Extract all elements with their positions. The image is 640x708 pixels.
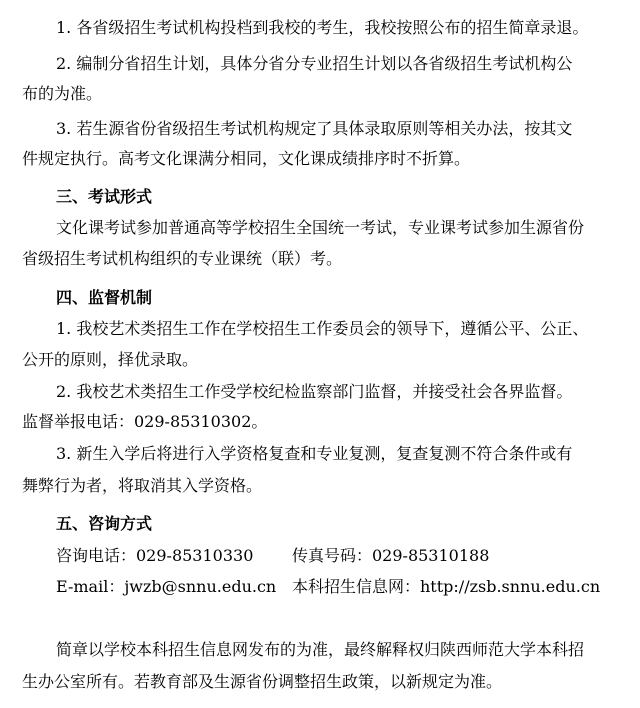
contact-fax: 传真号码：029-85310188 [292, 546, 490, 565]
supervision-item-2-line-1: 2. 我校艺术类招生工作受学校纪检监察部门监督，并接受社会各界监督。 [56, 382, 573, 401]
rule-item-3-line-2: 件规定执行。高考文化课满分相同，文化课成绩排序时不折算。 [22, 149, 471, 168]
contact-website: 本科招生信息网：http://zsb.snnu.edu.cn [292, 577, 601, 596]
section-heading-supervision: 四、监督机制 [56, 288, 153, 307]
exam-format-para-line-2: 省级招生考试机构组织的专业课统（联）考。 [22, 249, 343, 268]
exam-format-para-line-1: 文化课考试参加普通高等学校招生全国统一考试，专业课考试参加生源省份 [56, 218, 585, 237]
rule-item-2-line-1: 2. 编制分省招生计划，具体分省分专业招生计划以各省级招生考试机构公 [56, 54, 573, 73]
contact-email: E-mail：jwzb@snnu.edu.cn [56, 577, 277, 596]
supervision-item-2-line-2: 监督举报电话：029-85310302。 [22, 412, 268, 431]
supervision-item-1-line-1: 1. 我校艺术类招生工作在学校招生工作委员会的领导下，遵循公平、公正、 [56, 319, 589, 338]
rule-item-3-line-1: 3. 若生源省份省级招生考试机构规定了具体录取原则等相关办法，按其文 [56, 119, 573, 138]
rule-item-2-line-2: 布的为准。 [22, 84, 103, 103]
closing-para-line-1: 简章以学校本科招生信息网发布的为准，最终解释权归陕西师范大学本科招 [56, 640, 585, 659]
contact-phone: 咨询电话：029-85310330 [56, 546, 254, 565]
closing-para-line-2: 生办公室所有。若教育部及生源省份调整招生政策，以新规定为准。 [22, 672, 503, 691]
supervision-item-1-line-2: 公开的原则，择优录取。 [22, 350, 199, 369]
section-heading-contact: 五、咨询方式 [56, 514, 153, 533]
rule-item-1: 1. 各省级招生考试机构投档到我校的考生，我校按照公布的招生简章录退。 [56, 18, 589, 37]
section-heading-exam-format: 三、考试形式 [56, 187, 153, 206]
supervision-item-3-line-2: 舞弊行为者，将取消其入学资格。 [22, 476, 263, 495]
supervision-item-3-line-1: 3. 新生入学后将进行入学资格复查和专业复测，复查复测不符合条件或有 [56, 444, 573, 463]
